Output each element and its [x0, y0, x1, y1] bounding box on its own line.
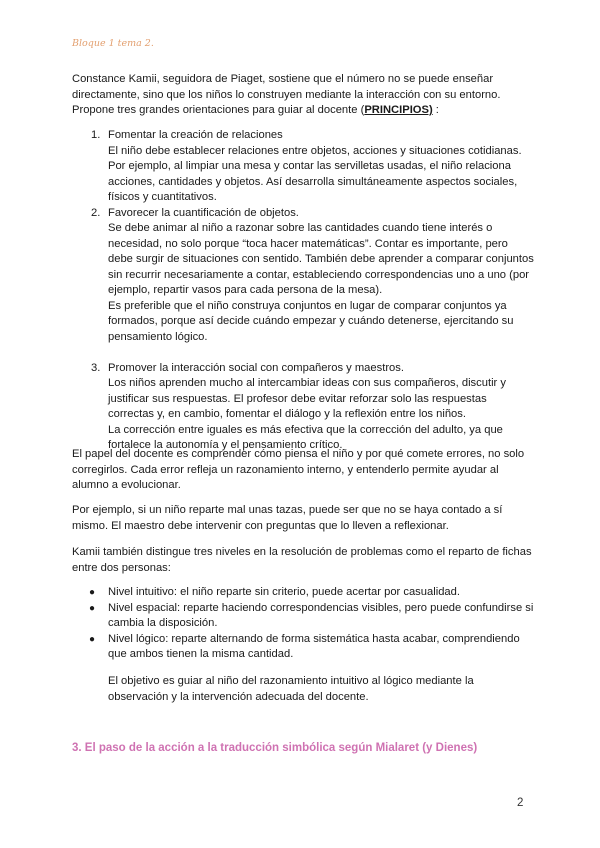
nivel-text: Nivel lógico: reparte alternando de forma sistemática hasta acabar, comprendiendo que ambos tienen la misma cantidad. [108, 632, 520, 660]
principle-number: 2. [91, 206, 101, 219]
principle-number: 1. [91, 129, 101, 141]
principles-list [72, 128, 534, 454]
intro-text-end: : [432, 104, 439, 116]
principle-title: Promover la interacción social con compañeros y maestros. [108, 361, 404, 374]
bullet-icon: ● [89, 587, 96, 598]
nivel-text: Nivel intuitivo: el niño reparte sin criterio, puede acertar por casualidad. [108, 586, 460, 598]
objetivo-paragraph: El objetivo es guiar al niño del razonamiento intuitivo al lógico mediante la observación y la intervención adecuada del docente. [108, 675, 474, 703]
principle-item [72, 361, 534, 454]
principle-number: 3. [91, 361, 101, 374]
principle-paragraph: Se debe animar al niño a razonar sobre las cantidades cuando tiene interés o necesidad, no solo porque “toca hacer matemáticas”. Contar es importante, pero debe surgir de situaciones con sentido. También debe aprender a comparar conjuntos sin recurrir necesariamente a contar, estableciendo correspondencias uno a uno (por ejemplo, repartir vasos para cada persona de la mesa). [108, 222, 534, 296]
principle-item [72, 206, 534, 346]
bullet-icon: ● [89, 633, 96, 645]
niveles-list [72, 585, 534, 663]
principle-title: Favorecer la cuantificación de objetos. [108, 206, 299, 219]
principle-paragraph: El niño debe establecer relaciones entre objetos, acciones y situaciones cotidianas. Por ejemplo, al limpiar una mesa y contar las servilletas usadas, el niño relaciona acciones, cantidades y objetos. Así desarrolla simultáneamente aspectos sociales, físicos y cuantitativos. [108, 144, 522, 203]
intro-paragraph [72, 72, 534, 119]
page-header: Bloque 1 tema 2. [72, 38, 154, 49]
principles-emphasis: PRINCIPIOS) [364, 104, 433, 116]
principle-paragraph: La corrección entre iguales es más efectiva que la corrección del adulto, ya que fortalece la autonomía y el pensamiento crítico. [108, 423, 503, 451]
bullet-icon: ● [89, 602, 96, 614]
niveles-intro-paragraph: Kamii también distingue tres niveles en la resolución de problemas como el reparto de fichas entre dos personas: [72, 546, 532, 574]
list-item [72, 632, 534, 663]
intro-text: Constance Kamii, seguidora de Piaget, sostiene que el número no se puede enseñar directamente, sino que los niños lo construyen mediante la interacción con su entorno. Propone tres grandes orientaciones para guiar al docente ( [72, 73, 501, 116]
principle-item [72, 128, 534, 206]
ejemplo-paragraph: Por ejemplo, si un niño reparte mal unas tazas, puede ser que no se haya contado a sí mismo. El maestro debe intervenir con preguntas que lo lleven a reflexionar. [72, 504, 503, 532]
principle-paragraph: Es preferible que el niño construya conjuntos en lugar de comparar conjuntos ya formados, porque así decide cuándo empezar y cuándo detenerse, ejercitando su pensamiento lógico. [108, 299, 514, 343]
docente-paragraph: El papel del docente es comprender cómo piensa el niño y por qué comete errores, no solo corregirlos. Cada error refleja un razonamiento interno, y entenderlo permite ayudar al alumno a evolucionar. [72, 448, 525, 491]
page-number: 2 [517, 797, 524, 809]
section-title: 3. El paso de la acción a la traducción simbólica según Mialaret (y Dienes) [72, 742, 478, 754]
principle-paragraph: Los niños aprenden mucho al intercambiar ideas con sus compañeros, discutir y justificar sus respuestas. El profesor debe evitar reforzar solo las respuestas correctas y, en cambio, fomentar el diálogo y la reflexión entre los niños. [108, 377, 506, 420]
nivel-text: Nivel espacial: reparte haciendo correspondencias visibles, pero puede confundirse si cambia la disposición. [108, 601, 534, 629]
principle-title: Fomentar la creación de relaciones [108, 129, 283, 141]
list-item [72, 601, 534, 632]
list-item [72, 585, 534, 601]
